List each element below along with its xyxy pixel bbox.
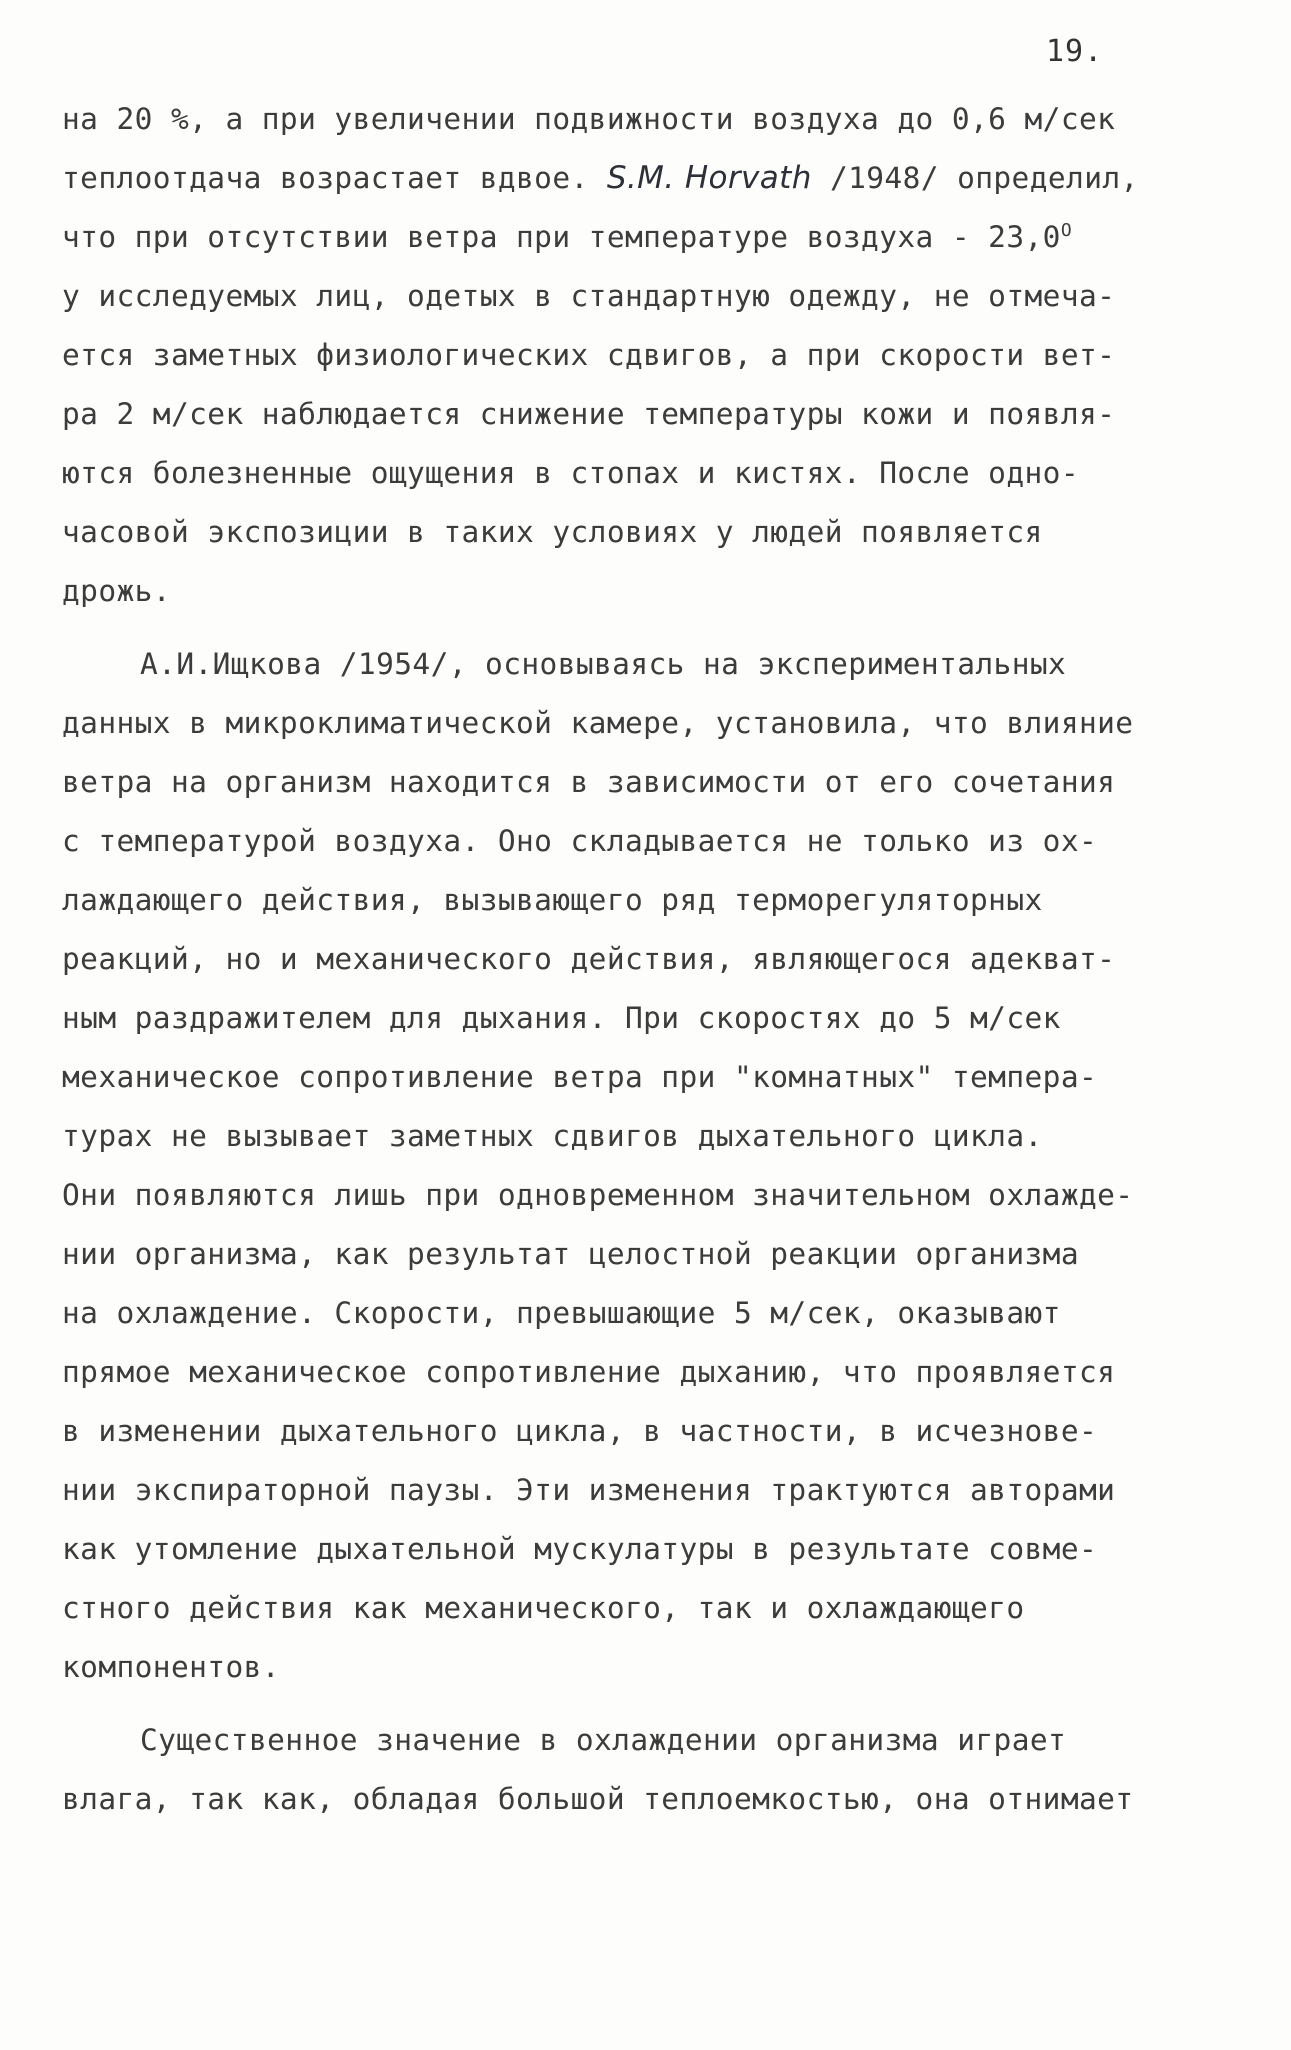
paragraph-3 [62,1715,1242,1833]
text-line: с температурой воздуха. Оно складывается не только из ох- [62,824,1098,858]
text-line: Существенное значение в охлаждении организма играет [140,1723,1067,1757]
text-span: теплоотдача возрастает вдвое. [62,161,607,195]
text-line: компонентов. [62,1650,280,1684]
text-line: часовой экспозиции в таких условиях у людей появляется [62,515,1043,549]
text-line: на охлаждение. Скорости, превышающие 5 м/сек, оказывают [62,1296,1061,1330]
handwritten-author-name: S.M. Horvath [606,160,812,196]
text-line: Они появляются лишь при одновременном значительном охлажде- [62,1178,1134,1212]
text-line: на 20 %, а при увеличении подвижности воздуха до 0,6 м/сек [62,102,1116,136]
text-line: стного действия как механического, так и охлаждающего [62,1591,1025,1625]
text-line: у исследуемых лиц, одетых в стандартную одежду, не отмеча- [62,279,1116,313]
degree-mark: О [1060,220,1073,242]
text-line: данных в микроклиматической камере, установила, что влияние [62,706,1134,740]
text-line: нии организма, как результат целостной реакции организма [62,1237,1079,1271]
text-line: лаждающего действия, вызывающего ряд терморегуляторных [62,883,1043,917]
paragraph-2 [62,639,1242,1701]
text-span: /1948/ определил, [811,161,1139,195]
body-text [62,94,1242,1833]
text-line: как утомление дыхательной мускулатуры в результате совме- [62,1532,1098,1566]
text-line: механическое сопротивление ветра при "комнатных" темпера- [62,1060,1098,1094]
text-line: турах не вызывает заметных сдвигов дыхательного цикла. [62,1119,1043,1153]
paragraph-1 [62,94,1242,625]
text-line: влага, так как, обладая большой теплоемкостью, она отнимает [62,1782,1134,1816]
text-line [62,153,1242,212]
text-line: в изменении дыхательного цикла, в частности, в исчезнове- [62,1414,1098,1448]
text-line: нии экспираторной паузы. Эти изменения трактуются авторами [62,1473,1116,1507]
text-line: реакций, но и механического действия, являющегося адекват- [62,942,1116,976]
text-line: прямое механическое сопротивление дыханию, что проявляется [62,1355,1116,1389]
text-line: ветра на организм находится в зависимости от его сочетания [62,765,1116,799]
page-number: 19. [1046,34,1104,69]
text-line: ется заметных физиологических сдвигов, а при скорости вет- [62,338,1116,372]
text-line: ются болезненные ощущения в стопах и кистях. После одно- [62,456,1079,490]
text-line: ным раздражителем для дыхания. При скоростях до 5 м/сек [62,1001,1061,1035]
text-line: ра 2 м/сек наблюдается снижение температуры кожи и появля- [62,397,1116,431]
text-line [62,212,1242,271]
text-span: что при отсутствии ветра при температуре воздуха - 23,0 [62,220,1061,254]
text-line: А.И.Ищкова /1954/, основываясь на экспериментальных [140,647,1067,681]
text-line: дрожь. [62,574,171,608]
